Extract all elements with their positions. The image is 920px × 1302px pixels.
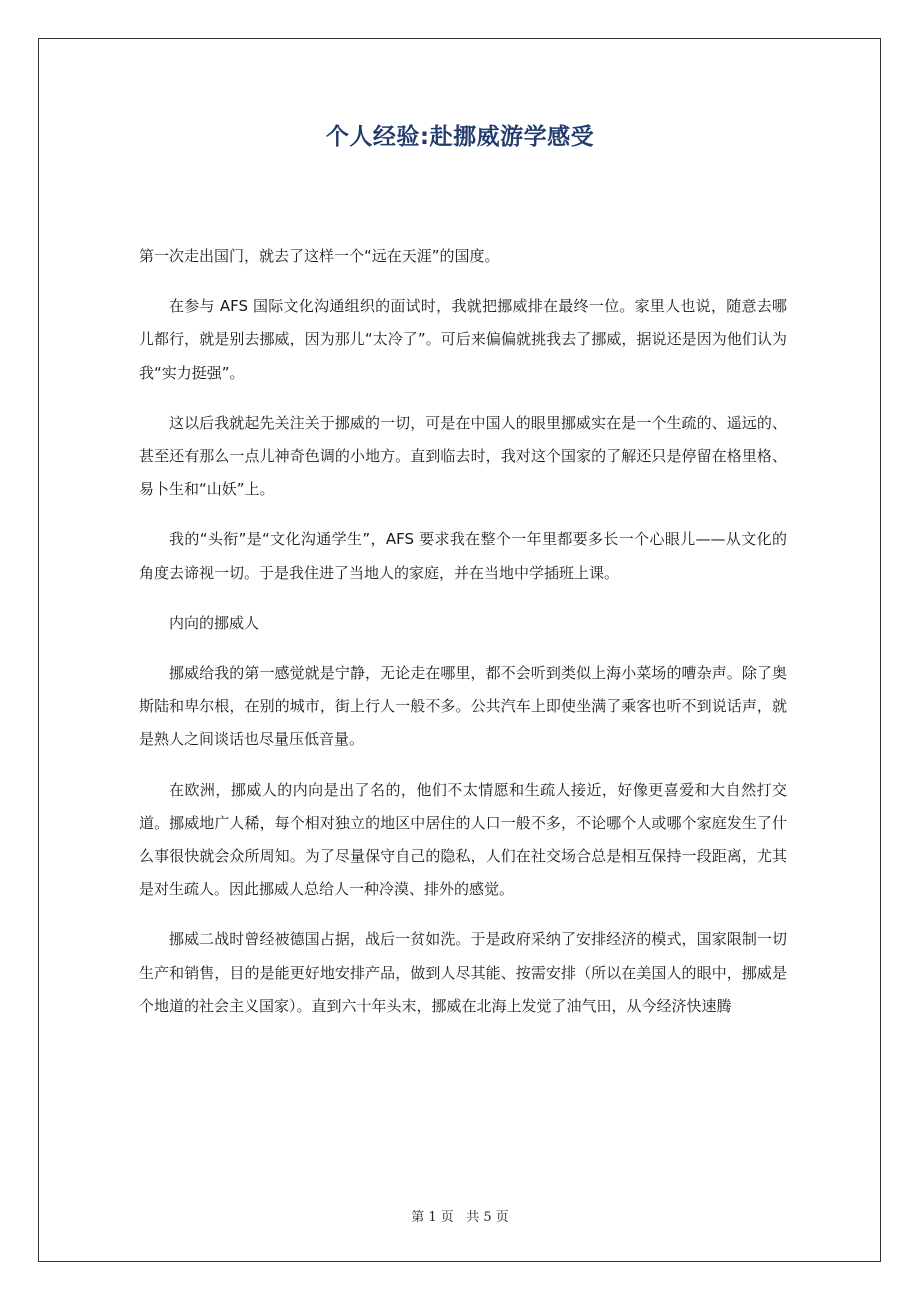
paragraph: 在欧洲，挪威人的内向是出了名的，他们不太情愿和生疏人接近，好像更喜爱和大自然打交道。挪威地广人稀，每个相对独立的地区中居住的人口一般不多，不论哪个人或哪个家庭发生了什么事很快就会众所周知。为了尽量保守自己的隐私，人们在社交场合总是相互保持一段距离，尤其是对生疏人。因此挪威人总给人一种冷漠、排外的感觉。 xyxy=(139,780,787,899)
paragraph: 挪威二战时曾经被德国占据，战后一贫如洗。于是政府采纳了安排经济的模式，国家限制一切生产和销售，目的是能更好地安排产品，做到人尽其能、按需安排（所以在美国人的眼中，挪威是个地道的社会主义国家）。直到六十年头末，挪威在北海上发觉了油气田，从今经济快速腾 xyxy=(139,930,787,1015)
paragraph: 我的“头衔”是“文化沟通学生”，AFS 要求我在整个一年里都要多长一个心眼儿——从文化的角度去谛视一切。于是我住进了当地人的家庭，并在当地中学插班上课。 xyxy=(139,530,787,582)
paragraph: 在参与 AFS 国际文化沟通组织的面试时，我就把挪威排在最终一位。家里人也说，随意去哪儿都行，就是别去挪威，因为那儿“太冷了”。可后来偏偏就挑我去了挪威，据说还是因为他们认为我“实力挺强”。 xyxy=(139,297,787,382)
page-number: 第 1 页 xyxy=(411,1210,454,1225)
paragraph: 这以后我就起先关注关于挪威的一切，可是在中国人的眼里挪威实在是一个生疏的、遥远的、甚至还有那么一点儿神奇色调的小地方。直到临去时，我对这个国家的了解还只是停留在格里格、易卜生和“山妖”上。 xyxy=(139,413,787,499)
section-heading: 内向的挪威人 xyxy=(169,613,260,632)
page-total: 共 5 页 xyxy=(466,1210,509,1225)
document-body xyxy=(139,240,787,1040)
paragraph: 挪威给我的第一感觉就是宁静，无论走在哪里，都不会听到类似上海小菜场的嘈杂声。除了奥斯陆和卑尔根，在别的城市，街上行人一般不多。公共汽车上即使坐满了乘客也听不到说话声，就是熟人之间谈话也尽量压低音量。 xyxy=(139,664,787,749)
paragraph: 第一次走出国门，就去了这样一个“远在天涯”的国度。 xyxy=(139,247,500,265)
page-footer xyxy=(0,1206,920,1225)
document-title: 个人经验:赴挪威游学感受 xyxy=(325,124,595,150)
